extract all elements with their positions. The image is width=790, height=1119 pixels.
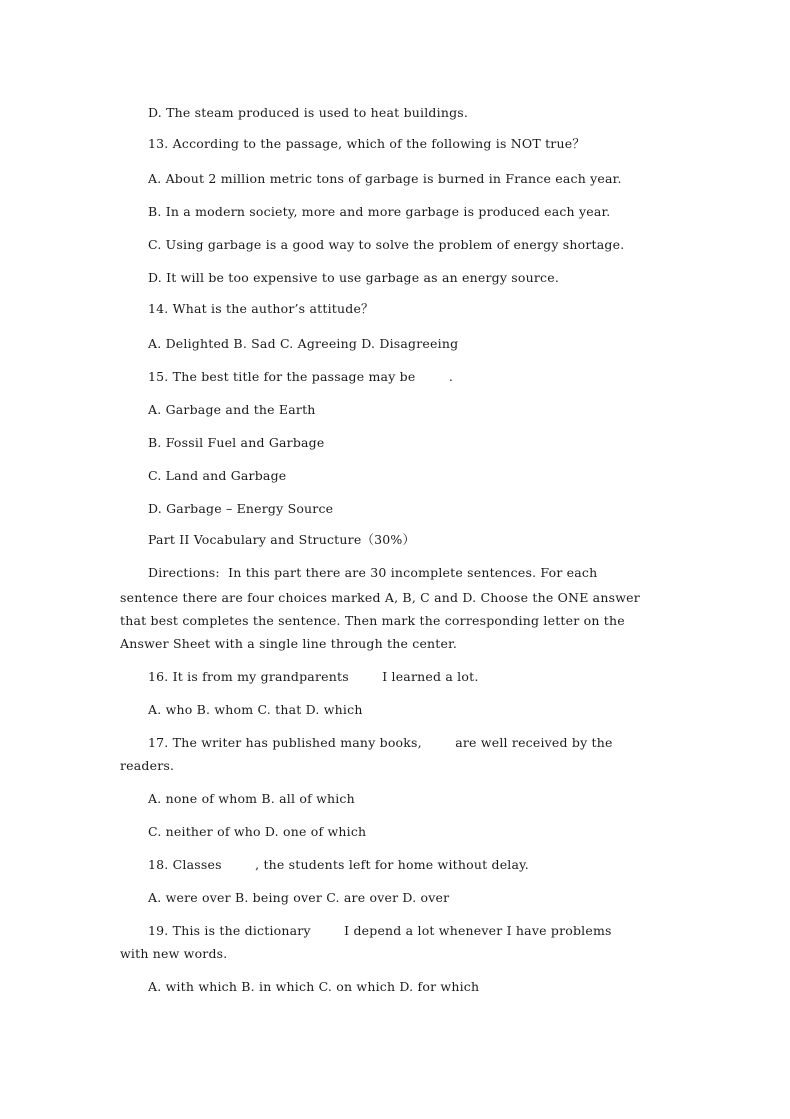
option-15-c: C. Land and Garbage	[148, 468, 287, 483]
option-12-d: D. The steam produced is used to heat buildings.	[148, 105, 469, 120]
question-16: 16. It is from my grandparents I learned a lot.	[148, 669, 479, 684]
options-17-ab: A. none of whom B. all of which	[148, 791, 355, 806]
options-18: A. were over B. being over C. are over D. over	[148, 890, 450, 905]
question-17-line-1: 17. The writer has published many books, are well received by the	[148, 735, 613, 750]
options-19: A. with which B. in which C. on which D. for which	[148, 979, 480, 994]
options-17-cd: C. neither of who D. one of which	[148, 824, 367, 839]
options-16: A. who B. whom C. that D. which	[148, 702, 363, 717]
option-13-a: A. About 2 million metric tons of garbage is burned in France each year.	[148, 171, 622, 186]
directions-line-2: sentence there are four choices marked A, B, C and D. Choose the ONE answer	[120, 590, 640, 605]
question-19-line-1: 19. This is the dictionary I depend a lot whenever I have problems	[148, 923, 612, 938]
directions-line-1: Directions: In this part there are 30 incomplete sentences. For each	[148, 565, 598, 580]
option-15-a: A. Garbage and the Earth	[148, 402, 316, 417]
question-15: 15. The best title for the passage may be .	[148, 369, 453, 384]
option-15-b: B. Fossil Fuel and Garbage	[148, 435, 325, 450]
option-15-d: D. Garbage – Energy Source	[148, 501, 334, 516]
question-19-line-2: with new words.	[120, 946, 228, 961]
question-18: 18. Classes , the students left for home without delay.	[148, 857, 529, 872]
question-17-line-2: readers.	[120, 758, 175, 773]
directions-line-3: that best completes the sentence. Then mark the corresponding letter on the	[120, 613, 625, 628]
section-heading: Part II Vocabulary and Structure（30%）	[148, 532, 416, 547]
question-13: 13. According to the passage, which of the following is NOT true？	[148, 136, 586, 151]
option-13-d: D. It will be too expensive to use garbage as an energy source.	[148, 270, 560, 285]
option-13-c: C. Using garbage is a good way to solve the problem of energy shortage.	[148, 237, 625, 252]
directions-line-4: Answer Sheet with a single line through the center.	[120, 636, 458, 651]
options-14: A. Delighted B. Sad C. Agreeing D. Disagreeing	[148, 336, 459, 351]
question-14: 14. What is the author’s attitude？	[148, 301, 374, 316]
option-13-b: B. In a modern society, more and more garbage is produced each year.	[148, 204, 611, 219]
